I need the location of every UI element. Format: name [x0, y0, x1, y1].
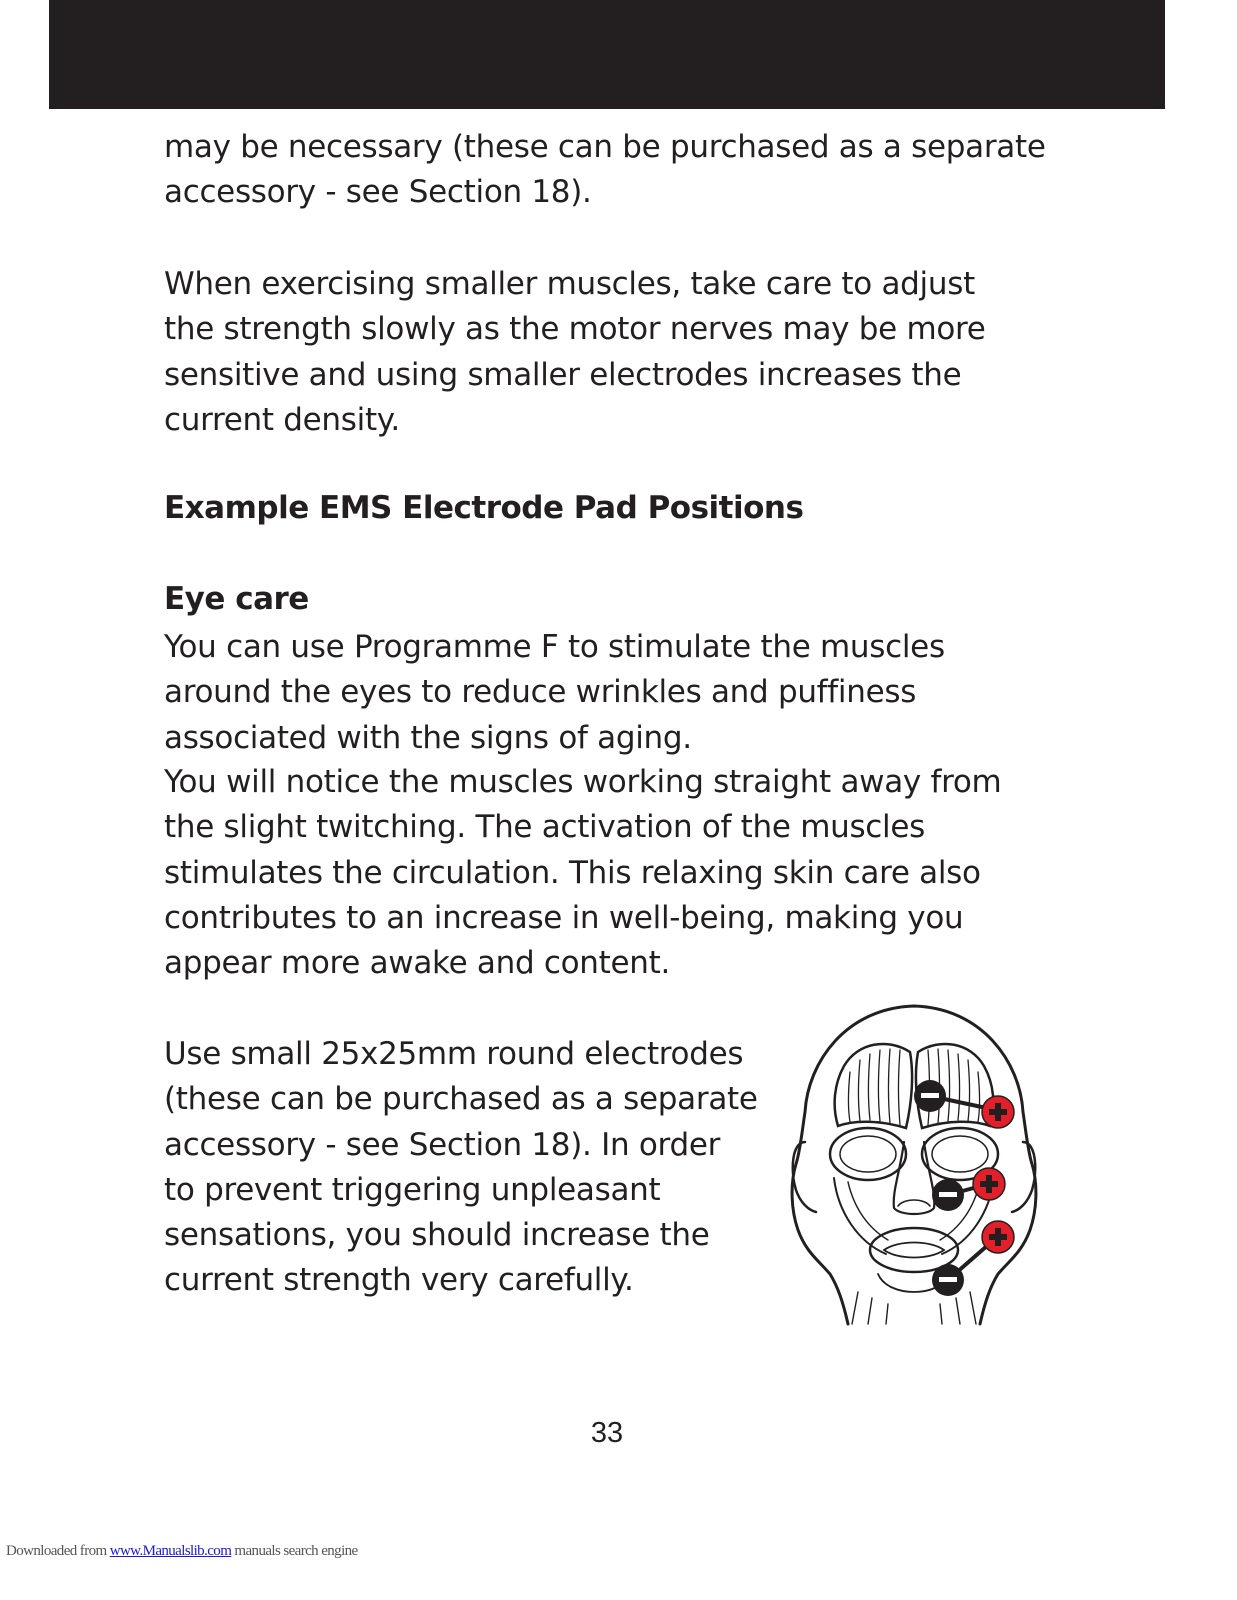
- smaller-muscles-paragraph: [164, 262, 986, 443]
- positive-electrode: [982, 1096, 1014, 1128]
- text-line: current strength very carefully.: [164, 1262, 634, 1299]
- left-cheek-muscle-2: [848, 1182, 888, 1240]
- forehead-fibers: [849, 1049, 980, 1125]
- text-line: current density.: [164, 401, 400, 438]
- section-heading: Example EMS Electrode Pad Positions: [164, 490, 804, 526]
- text-line: may be necessary (these can be purchased as a separate: [164, 129, 1046, 165]
- positive-electrode: [982, 1221, 1014, 1253]
- manualslib-link[interactable]: www.Manualslib.com: [109, 1543, 232, 1559]
- negative-electrode: [932, 1179, 964, 1211]
- left-ear: [793, 1142, 816, 1212]
- right-ear: [1012, 1142, 1035, 1212]
- nose-tip: [898, 1200, 930, 1206]
- negative-electrode: [914, 1080, 946, 1112]
- face-muscle-illustration: [788, 1002, 1040, 1326]
- text-line: stimulates the circulation. This relaxing skin care also: [164, 854, 981, 891]
- intro-paragraph: [164, 125, 1046, 216]
- neck-fibers: [852, 1292, 976, 1324]
- lips: [884, 1243, 944, 1258]
- electrode-paragraph: [164, 1032, 758, 1304]
- text-line: When exercising smaller muscles, take care to adjust: [164, 266, 975, 302]
- text-line: sensitive and using smaller electrodes increases the: [164, 356, 962, 393]
- text-line: appear more awake and content.: [164, 945, 671, 982]
- negative-electrode: [932, 1264, 964, 1296]
- text-line: the slight twitching. The activation of the muscles: [164, 809, 925, 846]
- left-eye-orbit-inner: [840, 1136, 896, 1172]
- text-line: accessory - see Section 18). In order: [164, 1126, 721, 1163]
- text-line: contributes to an increase in well-being, making you: [164, 899, 964, 936]
- text-line: accessory - see Section 18).: [164, 174, 592, 211]
- footer-prefix: Downloaded from: [6, 1543, 110, 1559]
- right-eye-orbit-inner: [932, 1136, 988, 1172]
- text-line: sensations, you should increase the: [164, 1217, 710, 1254]
- text-line: the strength slowly as the motor nerves may be more: [164, 311, 986, 348]
- text-line: Use small 25x25mm round electrodes: [164, 1036, 744, 1072]
- header-bar: [49, 0, 1165, 109]
- download-footer: [6, 1543, 358, 1560]
- text-line: associated with the signs of aging.: [164, 719, 692, 756]
- left-cheek-muscle: [834, 1178, 886, 1254]
- text-line: around the eyes to reduce wrinkles and puffiness: [164, 674, 917, 711]
- forehead-muscle-left: [835, 1044, 912, 1128]
- footer-suffix: manuals search engine: [231, 1543, 358, 1559]
- subsection-heading: Eye care: [164, 581, 309, 617]
- page-number: 33: [590, 1417, 624, 1449]
- text-line: (these can be purchased as a separate: [164, 1081, 758, 1118]
- text-line: You will notice the muscles working straight away from: [164, 764, 1002, 800]
- twitching-paragraph: [164, 760, 1001, 986]
- eye-care-paragraph: [164, 625, 945, 761]
- text-line: to prevent triggering unpleasant: [164, 1171, 661, 1208]
- text-line: You can use Programme F to stimulate the muscles: [164, 629, 945, 665]
- head-outline: [792, 1006, 1036, 1324]
- positive-electrode: [973, 1168, 1005, 1200]
